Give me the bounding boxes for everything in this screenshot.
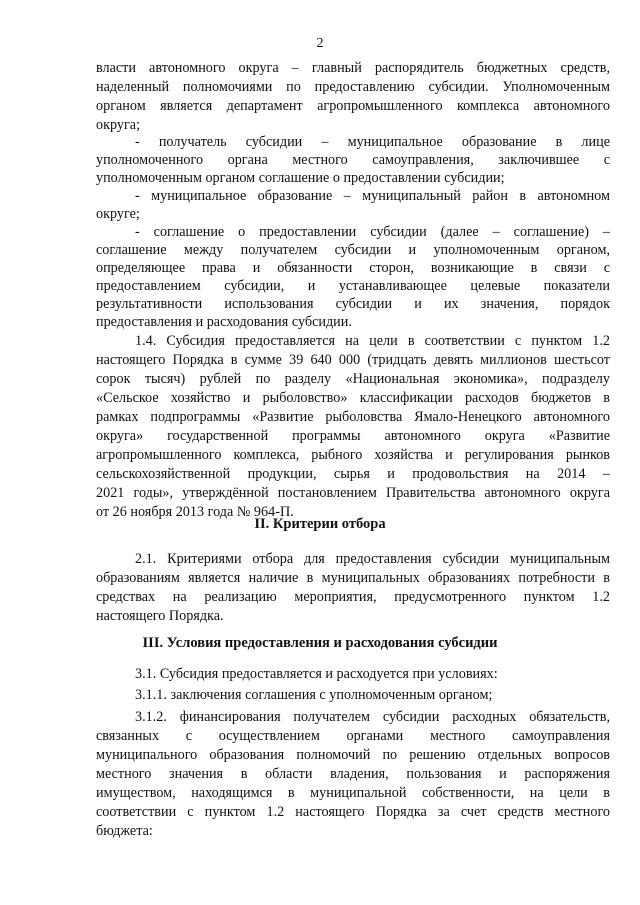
text-line: 3.1.2. финансирования получателем субсидии расходных обязательств, <box>135 709 610 725</box>
text-line: 1.4. Субсидия предоставляется на цели в соответствии с пунктом 1.2 <box>135 333 610 349</box>
page-number: 2 <box>316 36 324 51</box>
text-line: округа; <box>96 117 141 133</box>
text-line: предоставления и расходования субсидии. <box>96 314 352 330</box>
text-line: агропромышленного комплекса, рыбного хозяйства и регулирования рынков <box>96 447 610 463</box>
text-line: связанных с осуществлением органами местного самоуправления <box>96 728 610 744</box>
text-line: наделенный полномочиями по предоставлению субсидии. Уполномоченным <box>96 79 610 95</box>
text-line: имуществом, находящимся в муниципальной собственности, на цели в <box>96 785 610 801</box>
text-line: органом является департамент агропромышленного комплекса автономного <box>96 98 610 114</box>
text-line: 3.1.1. заключения соглашения с уполномоченным органом; <box>135 687 493 703</box>
text-line: результативности использования субсидии и их значения, порядок <box>96 296 610 312</box>
text-line: определяющее права и обязанности сторон, возникающие в связи с <box>96 260 610 276</box>
text-line: бюджета: <box>96 823 153 839</box>
text-line: соглашение между получателем субсидии и уполномоченным органом, <box>96 242 610 258</box>
text-line: округа» государственной программы автономного округа «Развитие <box>96 428 610 444</box>
section-heading: III. Условия предоставления и расходования субсидии <box>142 635 498 651</box>
text-line: 2.1. Критериями отбора для предоставления субсидии муниципальным <box>135 551 610 567</box>
text-line: уполномоченным органом соглашение о предоставлении субсидии; <box>96 170 505 186</box>
text-line: округе; <box>96 206 140 222</box>
text-line: - получатель субсидии – муниципальное образование в лице <box>135 134 610 150</box>
text-line: сорок тысяч) рублей по разделу «Национальная экономика», подразделу <box>96 371 610 387</box>
section-heading: II. Критерии отбора <box>254 516 386 532</box>
text-line: 2021 годы», утверждённой постановлением Правительства автономного округа <box>96 485 610 501</box>
text-line: муниципального образования полномочий по решению отдельных вопросов <box>96 747 610 763</box>
text-line: от 26 ноября 2013 года № 964-П. <box>96 504 294 520</box>
text-line: соответствии с пунктом 1.2 настоящего Порядка за счет средств местного <box>96 804 610 820</box>
text-line: настоящего Порядка в сумме 39 640 000 (тридцать девять миллионов шестьсот <box>96 352 610 368</box>
text-line: средствах на реализацию мероприятия, предусмотренного пунктом 1.2 <box>96 589 610 605</box>
text-line: 3.1. Субсидия предоставляется и расходуется при условиях: <box>135 666 498 682</box>
text-line: местного значения в области владения, пользования и распоряжения <box>96 766 610 782</box>
text-line: предоставлением субсидии, и устанавливающее целевые показатели <box>96 278 610 294</box>
text-line: уполномоченного органа местного самоуправления, заключившее с <box>96 152 610 168</box>
text-line: - муниципальное образование – муниципальный район в автономном <box>135 188 610 204</box>
text-line: власти автономного округа – главный распорядитель бюджетных средств, <box>96 60 610 76</box>
text-line: рамках подпрограммы «Развитие рыболовства Ямало-Ненецкого автономного <box>96 409 610 425</box>
text-line: - соглашение о предоставлении субсидии (далее – соглашение) – <box>135 224 610 240</box>
text-line: образованиям является наличие в муниципальных образованиях потребности в <box>96 570 610 586</box>
text-line: «Сельское хозяйство и рыболовство» классификации расходов бюджетов в <box>96 390 610 406</box>
text-line: настоящего Порядка. <box>96 608 224 624</box>
text-line: сельскохозяйственной продукции, сырья и продовольствия на 2014 – <box>96 466 610 482</box>
